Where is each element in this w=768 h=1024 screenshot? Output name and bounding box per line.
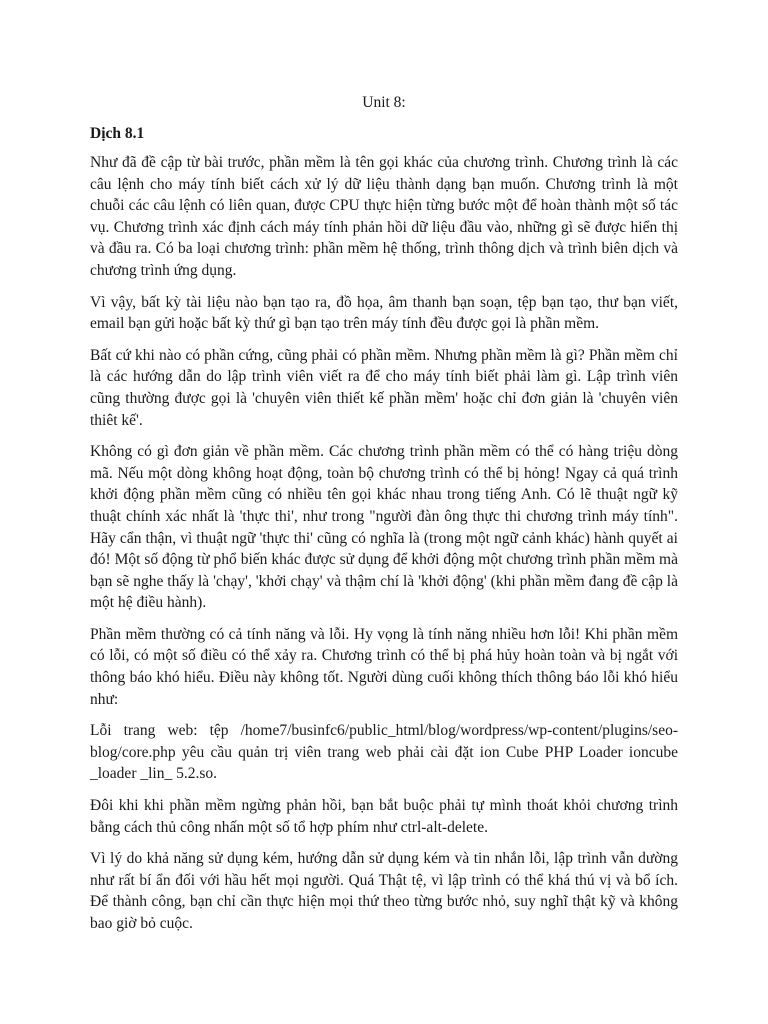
paragraph-1: Như đã đề cập từ bài trước, phần mềm là tên gọi khác của chương trình. Chương trình là các câu lệnh cho máy tính biết cách xử lý dữ liệu thành dạng bạn muốn. Chương trình là một chuỗi các câu lệnh có liên quan, được CPU thực hiện từng bước một để hoàn thành một số tác vụ. Chương trình xác định cách máy tính phản hồi dữ liệu đầu vào, những gì sẽ được hiển thị và đầu ra. Có ba loại chương trình: phần mềm hệ thống, trình thông dịch và trình biên dịch và chương trình ứng dụng. — [90, 154, 678, 279]
paragraph-3: Bất cứ khi nào có phần cứng, cũng phải có phần mềm. Nhưng phần mềm là gì? Phần mềm chỉ là các hướng dẫn do lập trình viên viết ra để cho máy tính biết phải làm gì. Lập trình viên cũng thường được gọi là 'chuyên viên thiết kế phần mềm' hoặc chỉ đơn giản là 'chuyên viên thiêt kế'. — [90, 346, 678, 429]
paragraph-4: Không có gì đơn giản về phần mềm. Các chương trình phần mềm có thể có hàng triệu dòng mã. Nếu một dòng không hoạt động, toàn bộ chương trình có thể bị hỏng! Ngay cả quá trình khởi động phần mềm cũng có nhiều tên gọi khác nhau trong tiếng Anh. Có lẽ thuật ngữ kỹ thuật chính xác nhất là 'thực thi', như trong "người đàn ông thực thi chương trình máy tính". Hãy cẩn thận, vì thuật ngữ 'thực thi' cũng có nghĩa là (trong một ngữ cảnh khác) hành quyết ai đó! Một số động từ phổ biến khác được sử dụng để khởi động một chương trình phần mềm mà bạn sẽ nghe thấy là 'chạy', 'khởi chạy' và thậm chí là 'khởi động' (khi phần mềm đang đề cập là một hệ điều hành). — [90, 443, 678, 612]
section-title: Dịch 8.1 — [90, 125, 145, 142]
paragraph-2: Vì vậy, bất kỳ tài liệu nào bạn tạo ra, đồ họa, âm thanh bạn soạn, tệp bạn tạo, thư bạn viết, email bạn gửi hoặc bất kỳ thứ gì bạn tạo trên máy tính đều được gọi là phần mềm. — [90, 293, 678, 333]
paragraph-7: Đôi khi khi phần mềm ngừng phản hồi, bạn bắt buộc phải tự mình thoát khỏi chương trình bằng cách thủ công nhấn một số tổ hợp phím như ctrl-alt-delete. — [90, 797, 678, 836]
paragraph-8: Vì lý do khả năng sử dụng kém, hướng dẫn sử dụng kém và tin nhắn lỗi, lập trình vẫn dường như rất bí ẩn đối với hầu hết mọi người. Quá Thật tệ, vì lập trình có thể khá thú vị và bổ ích. Để thành công, bạn chỉ cần thực hiện mọi thứ theo từng bước nhỏ, suy nghĩ thật kỹ và không bao giờ bỏ cuộc. — [90, 850, 678, 932]
paragraph-5: Phần mềm thường có cả tính năng và lỗi. Hy vọng là tính năng nhiều hơn lỗi! Khi phần mềm có lỗi, có một số điều có thể xảy ra. Chương trình có thể bị phá hủy hoàn toàn và bị ngắt với thông báo khó hiểu. Điều này không tốt. Người dùng cuối không thích thông báo lỗi khó hiểu như: — [90, 625, 678, 708]
document-page — [90, 92, 678, 945]
paragraph-6: Lỗi trang web: tệp /home7/businfc6/public_html/blog/wordpress/wp-content/plugins/seo-blog/core.php yêu cầu quản trị viên trang web phải cài đặt ion Cube PHP Loader ioncube _loader _lin_ 5.2.so. — [90, 722, 678, 783]
unit-title: Unit 8: — [362, 94, 406, 111]
